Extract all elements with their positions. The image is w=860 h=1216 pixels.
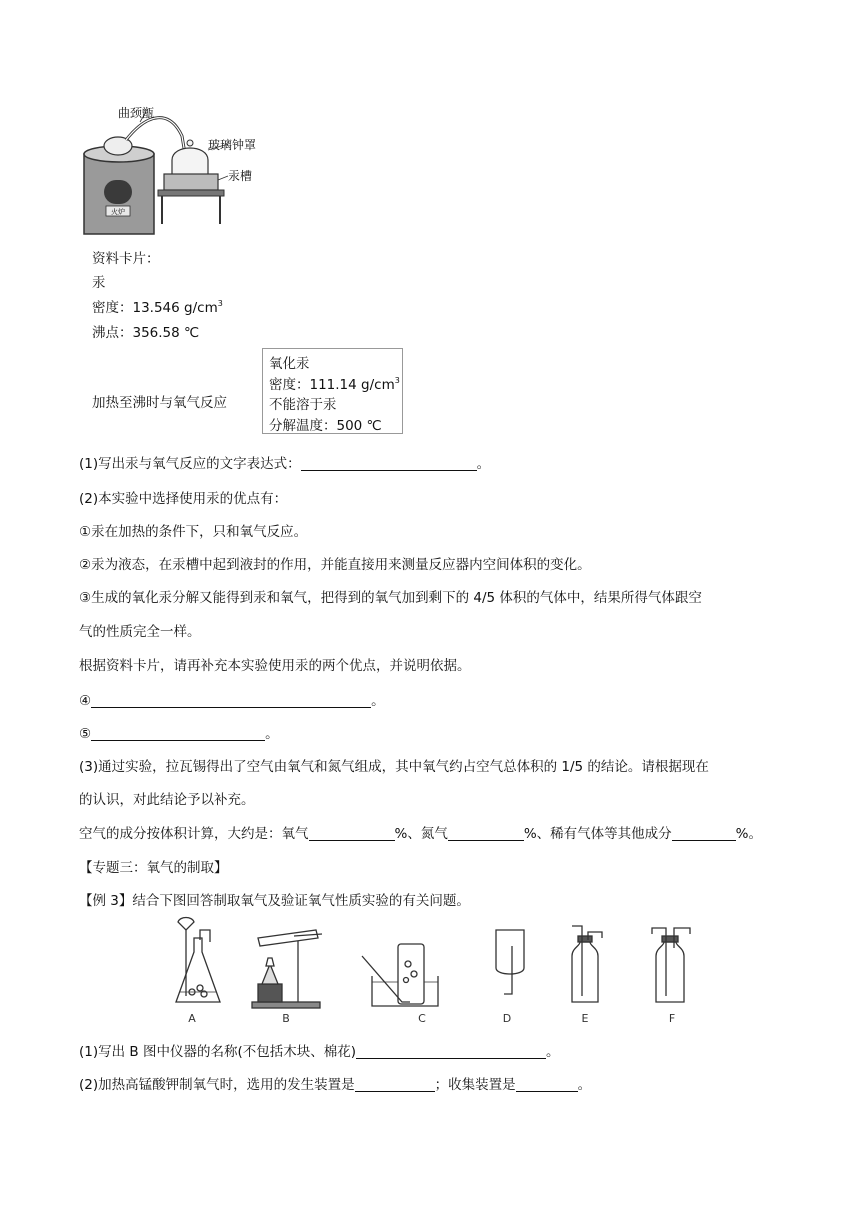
- example-3-title: 【例 3】结合下图回答制取氧气及验证氧气性质实验的有关问题。: [79, 893, 470, 909]
- advantage-2: ②汞为液态，在汞槽中起到液封的作用，并能直接用来测量反应器内空间体积的变化。: [79, 557, 591, 573]
- label-bell-jar: 玻璃钟罩: [208, 138, 257, 152]
- furnace-door: [104, 180, 132, 204]
- answer-blank-4[interactable]: [91, 694, 371, 709]
- advantage-3a: ③生成的氧化汞分解又能得到汞和氧气，把得到的氧气加到剩下的 4/5 体积的气体中，结果所得气体跟空: [79, 590, 702, 606]
- apparatus-a: [176, 918, 220, 1003]
- card-boiling: 沸点：356.58 ℃: [92, 325, 200, 341]
- apparatus-b: [252, 930, 322, 1008]
- apparatus-c: [362, 944, 438, 1006]
- oxide-insoluble: 不能溶于汞: [269, 397, 337, 413]
- apparatus-label-b: B: [282, 1012, 290, 1025]
- air-composition-line: 空气的成分按体积计算，大约是：氧气 %、氮气 %、稀有气体等其他成分 %。: [79, 826, 762, 842]
- oxide-name: 氧化汞: [269, 356, 310, 372]
- question-3-line1: (3)通过实验，拉瓦锡得出了空气由氧气和氮气组成，其中氧气约占空气总体积的 1/5 的结论。请根据现在: [79, 759, 709, 775]
- oxide-decompose: 分解温度：500 ℃: [269, 417, 382, 434]
- nitrogen-percent-blank[interactable]: [448, 827, 524, 842]
- apparatus-label-e: E: [581, 1012, 589, 1025]
- example-question-1: (1)写出 B 图中仪器的名称(不包括木块、棉花) 。: [79, 1044, 560, 1060]
- question-1: (1)写出汞与氧气反应的文字表达式： 。: [79, 456, 491, 472]
- generator-blank[interactable]: [355, 1078, 435, 1093]
- card-title: 资料卡片：: [92, 251, 160, 267]
- apparatus-d: [496, 930, 524, 994]
- question-2-intro: (2)本实验中选择使用汞的优点有：: [79, 491, 288, 507]
- label-retort: 曲颈甑: [118, 106, 155, 120]
- furnace-label: 火炉: [111, 208, 125, 216]
- label-trough: 汞槽: [228, 169, 253, 183]
- example-question-2: (2)加热高锰酸钾制氧气时，选用的发生装置是 ；收集装置是 。: [79, 1077, 592, 1093]
- apparatus-label-a: A: [188, 1012, 196, 1025]
- section-title: 【专题三：氧气的制取】: [79, 860, 228, 876]
- answer-blank-1[interactable]: [301, 457, 477, 472]
- gas-apparatus-figure: [162, 916, 702, 1028]
- supplement-prompt: 根据资料卡片，请再补充本实验使用汞的两个优点，并说明依据。: [79, 658, 471, 674]
- oxygen-percent-blank[interactable]: [309, 827, 395, 842]
- card-mercury: 汞: [92, 275, 106, 291]
- advantage-4-line: ④ 。: [79, 693, 385, 709]
- other-gas-percent-blank[interactable]: [672, 827, 736, 842]
- apparatus-e: [572, 926, 602, 1002]
- card-density: 密度：13.546 $g/cm^3$: [92, 299, 223, 316]
- apparatus-label-c: C: [418, 1012, 426, 1025]
- card-reaction-text: 加热至沸时与氧气反应: [92, 395, 227, 411]
- advantage-3b: 气的性质完全一样。: [79, 624, 201, 640]
- collector-blank[interactable]: [516, 1078, 578, 1093]
- apparatus-f: [652, 928, 690, 1002]
- advantage-5-line: ⑤ 。: [79, 726, 279, 742]
- apparatus-label-d: D: [502, 1012, 512, 1025]
- mercury-trough: [164, 174, 218, 190]
- instrument-name-blank[interactable]: [356, 1045, 546, 1060]
- advantage-1: ①汞在加热的条件下，只和氧气反应。: [79, 524, 308, 540]
- oxide-info-box: [262, 348, 403, 434]
- stand-table: [158, 190, 224, 196]
- question-3-line2: 的认识，对此结论予以补充。: [79, 792, 255, 808]
- answer-blank-5[interactable]: [91, 727, 265, 742]
- oxide-density: 密度：111.14 $g/cm^3$: [269, 375, 400, 393]
- apparatus-label-f: F: [668, 1012, 676, 1025]
